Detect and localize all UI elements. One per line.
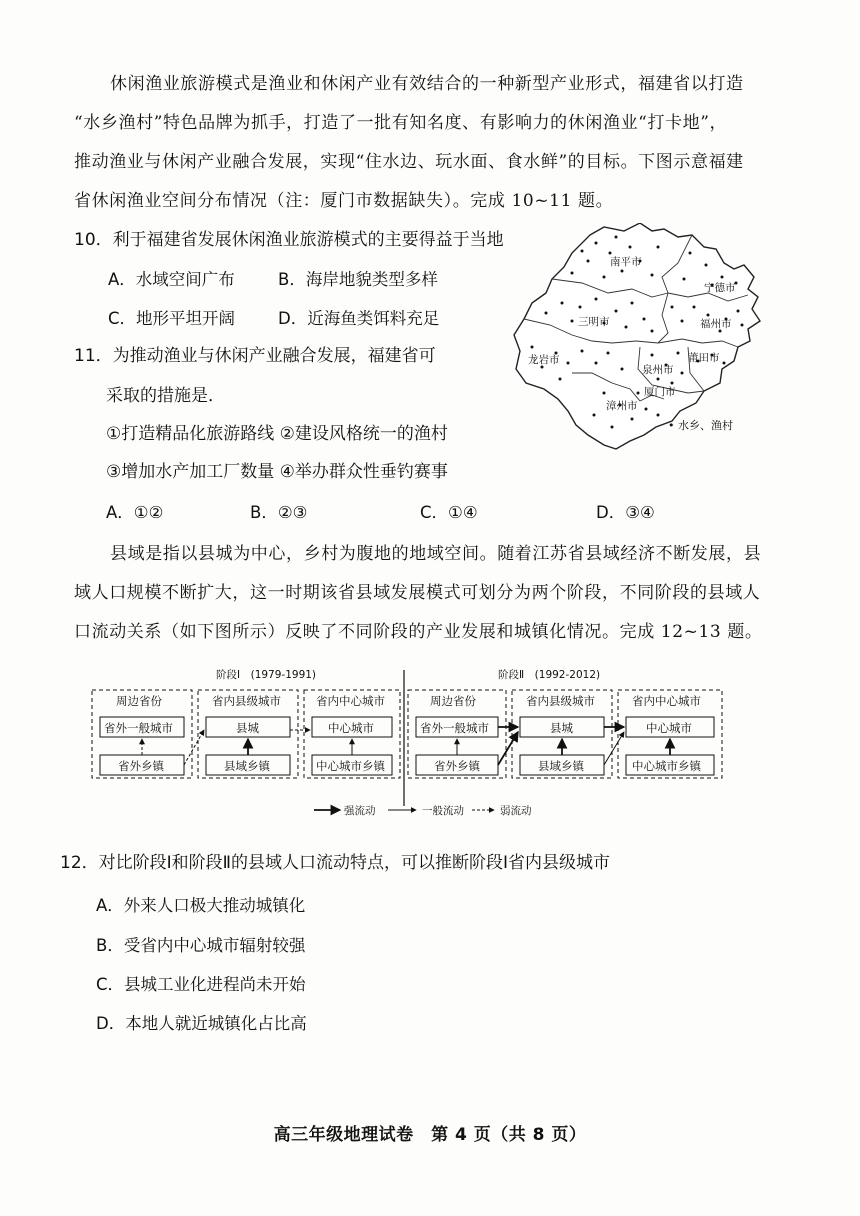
intro2-line-2: 域人口规模不断扩大，这一时期该省县域发展模式可划分为两个阶段，不同阶段的县域人 (74, 583, 761, 603)
stage2-neighbor-title: 周边省份 (430, 694, 476, 708)
stage2-central-city: 中心城市 (646, 721, 692, 735)
intro1-line-4: 省休闲渔业空间分布情况（注：厦门市数据缺失）。完成 10~11 题。 (74, 191, 614, 211)
q10-option-c: C．地形平坦开阔 (108, 309, 236, 328)
q11-option-a: A．①② (106, 503, 164, 522)
q10-option-a: A．水域空间广布 (108, 270, 235, 289)
intro2-line-3: 口流动关系（如下图所示）反映了不同阶段的产业发展和城镇化情况。完成 12~13 题。 (74, 622, 763, 642)
city-label-sanming: 三明市 (578, 316, 610, 328)
county-population-flow-diagram (86, 662, 736, 822)
city-label-nanping: 南平市 (610, 256, 642, 268)
legend-strong-flow: 强流动 (344, 805, 376, 817)
city-label-quanzhou: 泉州市 (642, 364, 674, 376)
q12-option-b: B．受省内中心城市辐射较强 (96, 936, 306, 955)
q10-option-b: B．海岸地貌类型多样 (278, 270, 438, 289)
intro1-line-2: “水乡渔村”特色品牌为抓手，打造了一批有知名度、有影响力的休闲渔业“打卡地”， (74, 113, 728, 133)
flow-legend (314, 804, 532, 817)
intro1-line-3: 推动渔业与休闲产业融合发展，实现“住水边、玩水面、食水鲜”的目标。下图示意福建 (74, 152, 744, 172)
stage1-central-village: 中心城市乡镇 (316, 759, 385, 773)
stage-1-group (92, 690, 400, 778)
intro2-line-1: 县域是指以县城为中心，乡村为腹地的地域空间。随着江苏省县域经济不断发展，县 (110, 544, 762, 564)
stage2-outside-town: 省外乡镇 (434, 759, 480, 773)
stage2-central-village: 中心城市乡镇 (632, 759, 701, 773)
q11-option-c: C．①④ (420, 503, 478, 522)
stage1-central-city: 中心城市 (328, 721, 374, 735)
city-label-zhangzhou: 漳州市 (606, 400, 638, 412)
q12-stem: 12．对比阶段Ⅰ和阶段Ⅱ的县域人口流动特点，可以推断阶段Ⅰ省内县级城市 (60, 853, 611, 873)
q11-stem-line-1: 11．为推动渔业与休闲产业融合发展，福建省可 (74, 346, 436, 366)
q11-stem-line-2: 采取的措施是． (106, 386, 225, 406)
legend-weak-flow: 弱流动 (500, 805, 532, 817)
stage1-central-title: 省内中心城市 (316, 694, 385, 708)
stage1-county-title: 省内县级城市 (212, 694, 281, 708)
fujian-leisure-fishery-map (512, 223, 782, 453)
city-label-putian: 莆田市 (688, 352, 720, 364)
city-label-longyan: 龙岩市 (528, 354, 560, 366)
stage1-county-town: 县城 (236, 721, 259, 735)
stage1-outside-city: 省外一般城市 (104, 721, 173, 735)
city-label-fuzhou: 福州市 (700, 318, 732, 330)
q12-option-c: C．县城工业化进程尚未开始 (96, 975, 306, 994)
stage2-central-title: 省内中心城市 (632, 694, 701, 708)
intro1-line-1: 休闲渔业旅游模式是渔业和休闲产业有效结合的一种新型产业形式，福建省以打造 (110, 74, 744, 94)
city-label-ningde: 宁德市 (704, 282, 736, 294)
q12-option-a: A．外来人口极大推动城镇化 (96, 896, 306, 915)
map-legend-fishing-village: • 水乡、渔村 (668, 419, 733, 432)
stage1-neighbor-title: 周边省份 (116, 694, 162, 708)
stage2-county-village: 县域乡镇 (538, 759, 584, 773)
q11-option-d: D．③④ (596, 503, 655, 522)
q11-items-line-2: ③增加水产加工厂数量 ④举办群众性垂钓赛事 (106, 462, 448, 482)
stage1-county-village: 县域乡镇 (224, 759, 270, 773)
stage2-county-town: 县城 (550, 721, 573, 735)
q10-stem: 10．利于福建省发展休闲渔业旅游模式的主要得益于当地 (74, 230, 504, 250)
stage-2-label: 阶段Ⅱ (1992-2012) (498, 669, 601, 681)
page-footer: 高三年级地理试卷 第 4 页（共 8 页） (273, 1125, 587, 1145)
stage-1-label: 阶段Ⅰ (1979-1991) (216, 669, 317, 681)
stage1-outside-town: 省外乡镇 (118, 759, 164, 773)
q10-option-d: D．近海鱼类饵料充足 (278, 309, 440, 328)
legend-general-flow: 一般流动 (422, 805, 464, 817)
stage-2-group (408, 690, 722, 778)
q12-option-d: D．本地人就近城镇化占比高 (96, 1014, 307, 1033)
q11-items-line-1: ①打造精品化旅游路线 ②建设风格统一的渔村 (106, 424, 448, 444)
stage2-county-title: 省内县级城市 (526, 694, 595, 708)
city-label-xiamen: 厦门市 (644, 386, 676, 398)
stage2-outside-city: 省外一般城市 (420, 721, 489, 735)
q11-option-b: B．②③ (250, 503, 308, 522)
